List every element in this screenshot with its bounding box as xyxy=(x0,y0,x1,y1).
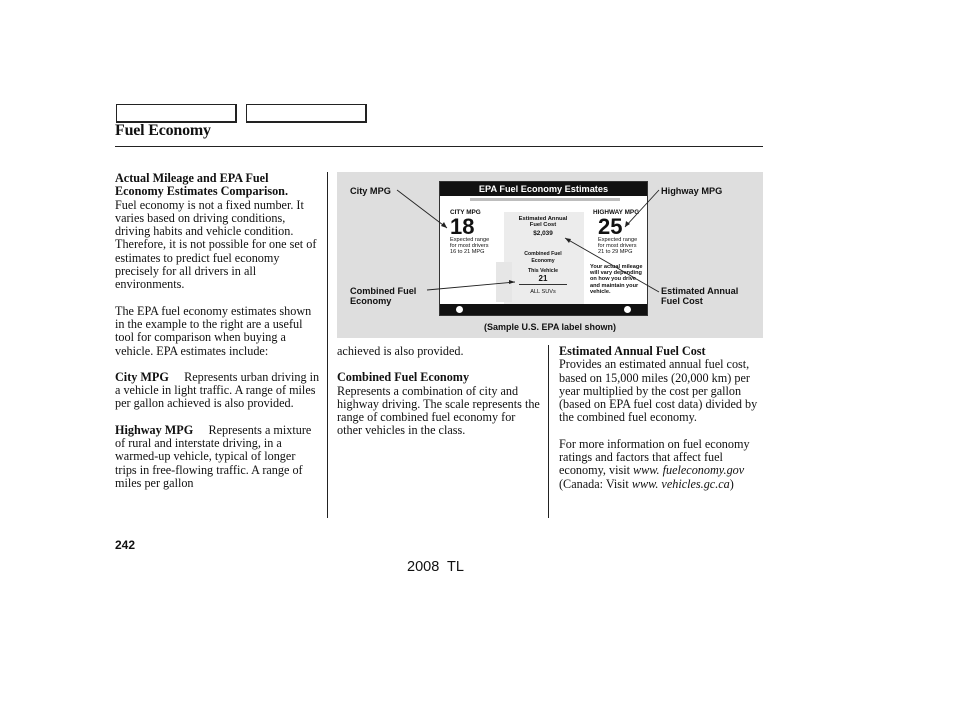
combined-fuel-economy-text: Represents a combination of city and highway driving. The scale represents the range of combined fuel economy for other vehicles in the class. xyxy=(337,383,540,438)
callout-combined-fuel-economy: Combined Fuel Economy xyxy=(350,286,417,306)
canada-text: (Canada: Visit xyxy=(559,476,629,491)
callout-estimated-annual-fuel-cost: Estimated Annual Fuel Cost xyxy=(661,286,739,306)
label-highway-title: HIGHWAY MPG xyxy=(593,209,640,216)
city-mpg-term: City MPG xyxy=(115,369,169,384)
comparison-heading: Actual Mileage and EPA Fuel Economy Estimates Comparison. xyxy=(115,171,288,199)
city-mpg-paragraph xyxy=(115,371,320,411)
highway-callout-line xyxy=(625,190,659,227)
column-divider-1 xyxy=(327,172,328,518)
label-mileage-note: Your actual mileage will vary depending on how you drive and maintain your vehicle. xyxy=(590,264,643,295)
fueleconomy-link[interactable]: www. fueleconomy.gov xyxy=(633,463,745,478)
combined-fuel-economy-term: Combined Fuel Economy xyxy=(337,370,470,385)
callout-highway-mpg: Highway MPG xyxy=(661,186,723,196)
intro-paragraph: Fuel economy is not a fixed number. It varies based on driving conditions, driving habits and vehicle condition. Therefore, it is not possible for one set of estimates to predict fuel economy precisely for all drivers in all environments. xyxy=(115,197,317,292)
column-3 xyxy=(559,345,759,504)
label-combined-subtitle: This Vehicle xyxy=(528,267,558,274)
closing-paren: ) xyxy=(729,476,734,491)
column-1 xyxy=(115,172,320,503)
epa-label-figure xyxy=(337,172,763,338)
label-annual-title: Estimated Annual Fuel Cost xyxy=(518,216,568,229)
label-city-value: 18 xyxy=(450,214,475,239)
more-info-text: For more information on fuel economy ratings and factors that affect fuel economy, visit xyxy=(559,436,750,478)
callout-city-mpg: City MPG xyxy=(350,186,391,196)
highway-mpg-term: Highway MPG xyxy=(115,422,194,437)
highway-mpg-paragraph xyxy=(115,424,320,490)
page-title: Fuel Economy xyxy=(115,122,211,139)
model-year-footer: 2008 TL xyxy=(407,559,464,575)
column-divider-2 xyxy=(548,345,549,518)
callout-leader-lines xyxy=(337,172,763,338)
combined-callout-arrow xyxy=(509,280,515,284)
vehicles-gc-link[interactable]: www. vehicles.gc.ca xyxy=(631,476,730,491)
title-rule xyxy=(115,146,763,147)
label-annual-value: $2,039 xyxy=(533,229,553,237)
header-tab-1 xyxy=(116,104,237,123)
more-info-paragraph xyxy=(559,438,759,491)
label-highway-value: 25 xyxy=(598,214,623,239)
combined-callout-line xyxy=(427,282,515,290)
figure-caption: (Sample U.S. EPA label shown) xyxy=(483,322,617,332)
annual-callout-line xyxy=(565,238,659,292)
label-city-range: Expected range for most drivers 16 to 21 MPG xyxy=(450,237,490,256)
city-callout-arrow xyxy=(441,222,447,228)
highway-continuation: achieved is also provided. xyxy=(337,344,464,358)
city-callout-line xyxy=(397,190,447,228)
annual-callout-arrow xyxy=(565,238,571,243)
column-2 xyxy=(337,345,542,451)
epa-paragraph: The EPA fuel economy estimates shown in the example to the right are a useful tool for comparison when buying a vehicle. EPA estimates include: xyxy=(115,303,312,358)
highway-mpg-text: Represents a mixture of rural and interstate driving, in a warmed-up vehicle, typical of longer trips in free-flowing traffic. A range of miles per gallon xyxy=(115,422,312,490)
label-header: EPA Fuel Economy Estimates xyxy=(440,182,647,196)
annual-fuel-cost-text: Provides an estimated annual fuel cost, based on 15,000 miles (20,000 km) per year multiplied by the cost per gallon (based on EPA fuel cost data) divided by the combined fuel economy. xyxy=(559,357,758,425)
page-number: 242 xyxy=(115,538,136,552)
city-mpg-text: Represents urban driving in a vehicle in light traffic. A range of miles per gallon achieved is also provided. xyxy=(115,369,320,411)
label-combined-title: Combined Fuel Economy xyxy=(524,250,562,264)
annual-fuel-cost-term: Estimated Annual Fuel Cost xyxy=(559,344,706,358)
label-combined-value: 21 xyxy=(538,273,548,283)
label-city-title: CITY MPG xyxy=(450,209,481,216)
label-highway-range: Expected range for most drivers 21 to 29 MPG xyxy=(598,237,638,256)
label-scale-note: ALL SUVs xyxy=(530,288,556,295)
header-tab-2 xyxy=(246,104,367,123)
